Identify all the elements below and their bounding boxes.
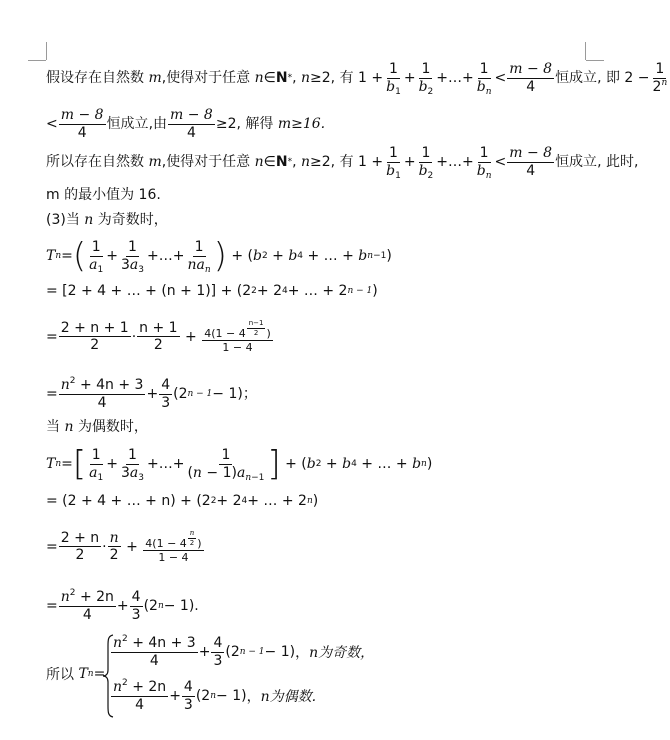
part3-heading: (3)当 n 为奇数时， bbox=[46, 212, 168, 228]
crop-mark-left-v bbox=[46, 42, 47, 60]
crop-mark-right-h bbox=[586, 60, 604, 61]
fraction-1-2n: $\frac{1}{2^n}$ bbox=[652, 61, 668, 95]
even-equation-line-4: = $\frac{n^2 + 2n}{4}$ + $\frac{4}{3}$ (2 n − 1). bbox=[46, 588, 199, 623]
even-equation-line-3: = $\frac{2 + n}{2}$ · $\frac{n}{2}$ + 4(1 − 4 $^{\frac{n}{2}}$ ) 1 − 4 bbox=[46, 529, 202, 565]
even-equation-line-1: T n = [ $\frac{1}{a_1}$ + $\frac{1}{3a_3}$ + … + $\frac{1}{(n - 1)a_{n-1}}$ ] + ( b 2 + b 4 + … + b n ) bbox=[46, 443, 433, 484]
paragraph-line-2: < $\frac{m - 8}{4}$ 恒成立 , 由 $\frac{m - 8}{4}$ ≥2 , 解得 m≥16. bbox=[46, 107, 326, 141]
even-heading: 当 n 为偶数时， bbox=[46, 419, 148, 435]
paragraph-line-3: 所以存在自然数 m , 使得对于任意 n ∈ N * , n ≥2 , 有 1 + $\frac{1}{b_1}$ + $\frac{1}{b_2}$ + … + $\frac{1}{b_n}$ < $\frac{m - 8}{4}$ 恒成立 , 此时 , bbox=[46, 145, 639, 181]
odd-equation-line-4: = $\frac{n^2 + 4n + 3}{4}$ + $\frac{4}{3}$ (2 n − 1 − 1)； bbox=[46, 376, 257, 411]
even-equation-line-2: = (2 + 4 + … + n) + (2 2 + 2 4 + … + 2 n ) bbox=[46, 493, 319, 509]
paragraph-line-1: 假设存在自然数 m , 使得对于任意 n ∈ N * , n ≥2 , 有 1 + $\frac{1}{b_1}$ + $\frac{1}{b_2}$ + … + $\frac{1}{b_n}$ < $\frac{m - 8}{4}$ 恒成立 , 即 2 − $\frac{1}{2^n}$ bbox=[46, 61, 668, 97]
fraction-m8-4-b: $\frac{m - 8}{4}$ bbox=[60, 107, 104, 141]
odd-equation-line-3: = $\frac{2 + n + 1}{2}$ · $\frac{n + 1}{2}$ + 4(1 − 4 $^{\frac{n-1}{2}}$ ) 1 − 4 bbox=[46, 319, 271, 355]
paragraph-line-4: m 的最小值为 16. bbox=[46, 187, 161, 203]
piecewise-result: 所以 T n = $\frac{n^2 + 4n + 3}{4}$ + $\frac{4}{3}$ (2 n − 1 − 1) ， n为奇数， $\frac{n^2 + 2n}{4}$ + $\frac{4}{3}$ (2 n − 1) ， n为偶数. bbox=[46, 634, 466, 718]
odd-equation-line-1: T n = ( $\frac{1}{a_1}$ + $\frac{1}{3a_3}$ + … + $\frac{1}{na_n}$ ) + ( b 2 + b 4 + … + b n −1 ) bbox=[46, 235, 392, 276]
crop-mark-left-h bbox=[28, 60, 46, 61]
fraction-m8-4-c: $\frac{m - 8}{4}$ bbox=[170, 107, 213, 141]
crop-mark-right-v bbox=[585, 42, 586, 60]
odd-equation-line-2: = [2 + 4 + … + (n + 1)] + (2 2 + 2 4 + … + 2 n − 1 ) bbox=[46, 283, 378, 299]
fraction-1-bn: $\frac{1}{b_n}$ bbox=[476, 61, 492, 97]
fraction-1-b1: $\frac{1}{b_1}$ bbox=[386, 61, 401, 97]
fraction-m8-4: $\frac{m - 8}{4}$ bbox=[509, 61, 553, 95]
fraction-1-b2: $\frac{1}{b_2}$ bbox=[418, 61, 434, 97]
